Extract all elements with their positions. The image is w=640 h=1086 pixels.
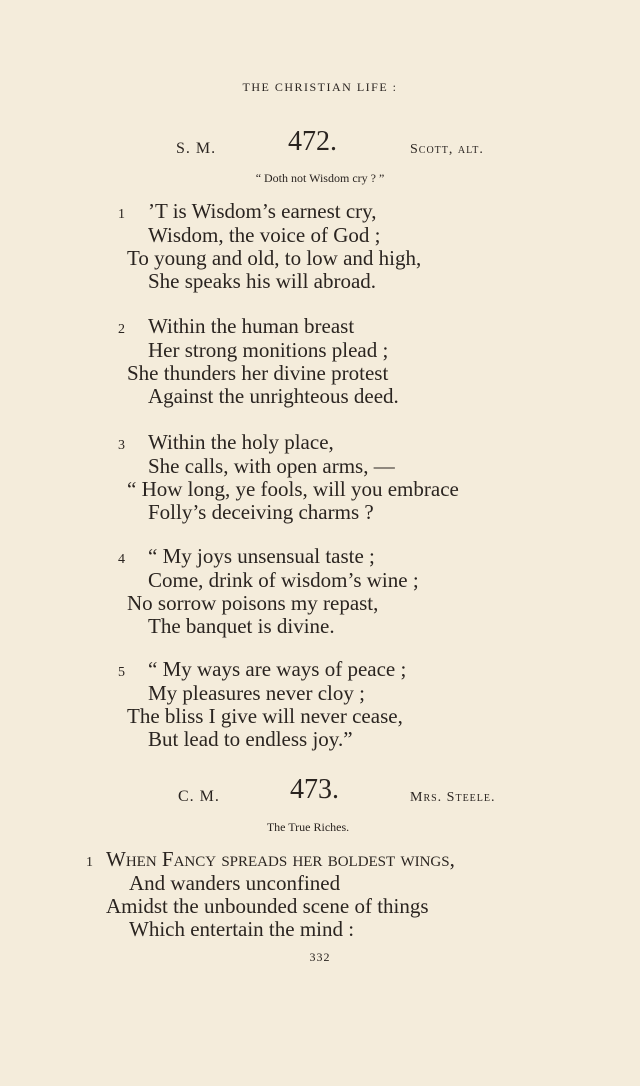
- verse-line: She speaks his will abroad.: [148, 269, 377, 293]
- hymn-meter: S. M.: [176, 140, 217, 157]
- verse-line: Against the unrighteous deed.: [148, 384, 399, 408]
- verse-line: To young and old, to low and high,: [127, 246, 422, 270]
- verse-line: My pleasures never cloy ;: [148, 681, 365, 705]
- hymn-author: Scott, alt.: [410, 142, 484, 157]
- verse-line: No sorrow poisons my repast,: [127, 591, 379, 615]
- verse-line: “ My ways are ways of peace ;: [148, 657, 407, 681]
- verse-number: 4: [118, 552, 125, 567]
- verse-line: The banquet is divine.: [148, 614, 335, 638]
- verse-number: 1: [86, 855, 93, 870]
- running-head: THE CHRISTIAN LIFE :: [242, 80, 398, 94]
- verse-line: Which entertain the mind :: [129, 917, 355, 941]
- verse-line: Folly’s deceiving charms ?: [148, 500, 374, 524]
- verse-line: She thunders her divine protest: [127, 361, 389, 385]
- verse-line: When Fancy spreads her boldest wings,: [106, 847, 455, 871]
- verse-line: Her strong monitions plead ;: [148, 338, 389, 362]
- verse-line: Within the human breast: [148, 314, 355, 338]
- verse-line: “ How long, ye fools, will you embrace: [127, 477, 459, 501]
- verse-line: The bliss I give will never cease,: [127, 704, 403, 728]
- verse-line: Within the holy place,: [148, 430, 334, 454]
- hymn-title: The True Riches.: [266, 820, 350, 834]
- verse-number: 2: [118, 322, 125, 337]
- hymn-number: 472.: [288, 126, 337, 157]
- verse-line: She calls, with open arms, —: [148, 454, 395, 478]
- hymn-title: “ Doth not Wisdom cry ? ”: [255, 171, 385, 185]
- verse-line: ’T is Wisdom’s earnest cry,: [148, 199, 377, 223]
- hymn-meter: C. M.: [178, 788, 220, 805]
- hymn-number: 473.: [290, 774, 339, 805]
- verse-number: 3: [118, 438, 125, 453]
- hymn-author: Mrs. Steele.: [410, 790, 496, 805]
- verse-line: Come, drink of wisdom’s wine ;: [148, 568, 419, 592]
- verse-line: “ My joys unsensual taste ;: [148, 544, 375, 568]
- verse-line: And wanders unconfined: [129, 871, 341, 895]
- verse-line: Amidst the unbounded scene of things: [106, 894, 429, 918]
- verse-number: 5: [118, 665, 125, 680]
- verse-line: Wisdom, the voice of God ;: [148, 223, 381, 247]
- verse-number: 1: [118, 207, 125, 222]
- page-number: 332: [309, 950, 331, 964]
- verse-line: But lead to endless joy.”: [148, 727, 353, 751]
